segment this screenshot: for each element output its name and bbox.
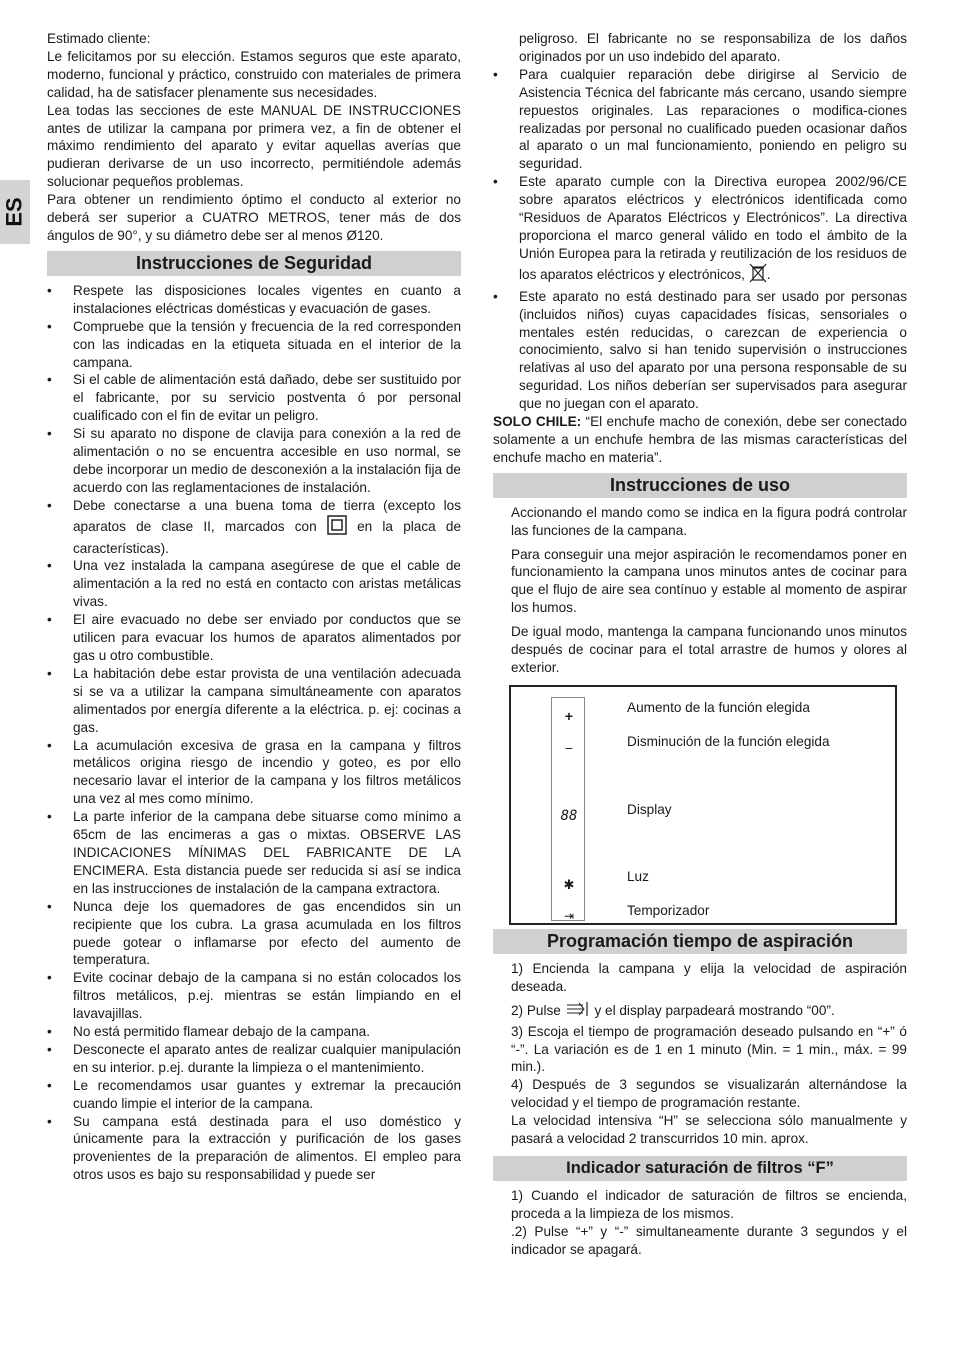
list-item: • Este aparato no está destinado para ser usado por personas (incluidos niños) cuyas capacidades físicas, sensoriales o mentales estén reducidas, o carezcan de experiencia o conocimiento, salvo si han tenido supervisión o instrucciones relativas al uso del aparato por una persona responsable de su seguridad. Los niños deberían ser supervisados para asegurar que no juegan con el aparato. (493, 288, 907, 413)
prog-step-2-start: 2) Pulse (511, 1002, 561, 1018)
chile-text: “El enchufe macho de conexión, debe ser conectado solamente a un enchufe hembra de las mismas características del enchufe macho en materia”. (493, 414, 907, 465)
control-label-increase: Aumento de la función elegida (627, 699, 810, 715)
list-item: • Una vez instalada la campana asegúrese de que el cable de alimentación a la red no está en contacto con aristas metálicas vivas. (47, 557, 461, 611)
list-item: • Para cualquier reparación debe dirigirse al Servicio de Asistencia Técnica del fabricante más cercano, usando siempre repuestos originales. Las reparaciones o modifica-ciones realizadas por personal no cualificado pueden ocasionar daños al aparato o un mal funcionamiento, poniendo en peligro su seguridad. (493, 66, 907, 173)
programming-section-title: Programación tiempo de aspiración (493, 929, 907, 954)
list-item: • Desconecte el aparato antes de realizar cualquier manipulación en su interior. p.ej. durante la limpieza o el mantenimiento. (47, 1041, 461, 1077)
prog-step-4: 4) Después de 3 segundos se visualizarán alternándose la velocidad y el tiempo de programación restante. (511, 1077, 907, 1111)
safety-list (47, 282, 461, 1184)
language-code: ES (1, 197, 27, 227)
right-column (493, 30, 907, 1259)
prog-step-1: 1) Encienda la campana y elija la velocidad de aspiración deseada. (511, 960, 907, 994)
intro-paragraph-2: Lea todas las secciones de este MANUAL DE INSTRUCCIONES antes de utilizar la campana por primera vez, a fin de obtener el máximo rendimiento del aparato y evitar aquellas averías que pudieran derivarse de un uso incorrecto, permitiéndole además solucionar pequeños problemas. (47, 102, 461, 190)
list-item-text: Debe conectarse a una buena toma de tierra (excepto los aparatos de clase II, marcados con (73, 497, 461, 534)
list-item: • Este aparato cumple con la Directiva europea 2002/96/CE sobre aparatos eléctricos y electrónicos identificada como “Residuos de Aparatos Eléctricos y Electrónicos”. La directiva proporciona el marco general válido en todo el ámbito de la Unión Europea para la retirada y reutilización de los residuos de los aparatos eléctricos y electrónicos, . (493, 173, 907, 287)
list-item: • Respete las disposiciones locales vigentes en cuanto a instalaciones eléctricas domésticas y evacuación de gases. (47, 282, 461, 318)
list-item: • La acumulación excesiva de grasa en la campana y filtros metálicos origina riesgo de incendio y goteo, es por ello necesario lavar el interior de la campana y los filtros metálicos una vez al mes como mínimo. (47, 737, 461, 809)
safety-section-title: Instrucciones de Seguridad (47, 251, 461, 276)
list-item: • Le recomendamos usar guantes y extremar la precaución cuando limpie el interior de la campana. (47, 1077, 461, 1113)
use-paragraph-3: De igual modo, mantenga la campana funcionando unos minutos después de cocinar para el total arrastre de humos y olores al exterior. (511, 624, 907, 675)
list-item: • No está permitido flamear debajo de la campana. (47, 1023, 461, 1041)
list-item: • Compruebe que la tensión y frecuencia de la red corresponden con las indicadas en la etiqueta situada en el interior de la campana. (47, 318, 461, 372)
use-paragraph-1: Accionando el mando como se indica en la figura podrá controlar las funciones de la campana. (511, 504, 907, 538)
control-strip (551, 697, 585, 921)
list-item: • Nunca deje los quemadores de gas encendidos sin un recipiente que los cubra. La grasa acumulada en los filtros puede gotear o inflamarse por efecto del aumento de temperatura. (47, 898, 461, 970)
prog-intensive-note: La velocidad intensiva “H” se selecciona sólo manualmente y pasará a velocidad 2 transcurridos 10 min. aprox. (511, 1113, 907, 1147)
chile-note (493, 413, 907, 467)
timer-button-icon (565, 1000, 591, 1023)
continued-text: peligroso. El fabricante no se responsabiliza de los daños originados por un uso indebido del aparato. (519, 31, 907, 64)
list-item: • La parte inferior de la campana debe situarse como mínimo a 65cm de las encimeras a gas o mixtas. OBSERVE LAS INDICACIONES MÍNIMAS DEL FABRICANTE DE LA ENCIMERA. Esta distancia puede ser reducida si así se indica en las instrucciones de instalación de la campana extractora. (47, 808, 461, 898)
class-ii-double-square-icon (327, 515, 347, 540)
display-icon: 88 (560, 807, 578, 824)
prog-step-3: 3) Escoja el tiempo de programación deseado pulsando en “+” ó “-”. La variación es de 1 en 1 minuto (Min. = 1 min., máx. = 99 min.). (511, 1023, 907, 1075)
list-item: • El aire evacuado no debe ser enviado por conductos que se utilicen para evacuar los humos de aparatos alimentados por gas u otro combustible. (47, 611, 461, 665)
list-item-text-tail: en la placa de características). (73, 518, 462, 556)
control-label-timer: Temporizador (627, 902, 710, 918)
light-icon: ✱ (563, 876, 575, 892)
left-column (47, 30, 461, 1184)
list-item: • Su campana está destinada para el uso doméstico y únicamente para la extracción y purificación de los gases provenientes de la preparación de alimentos. El empleo para otros usos es bajo su responsabilidad y puede ser (47, 1113, 461, 1185)
use-paragraph-2: Para conseguir una mejor aspiración le recomendamos poner en funcionamiento la campana unos minutos antes de cocinar para que el flujo de aire sea contínuo y estable al momento de aspirar los humos. (511, 546, 907, 616)
timer-icon: ⇥ (563, 908, 575, 923)
list-item (47, 497, 461, 558)
intro-paragraph-1: Le felicitamos por su elección. Estamos seguros que este aparato, moderno, funcional y práctico, construido con materiales de primera calidad, ha de satisfacer plenamente sus necesidades. (47, 48, 461, 100)
list-item-text: Este aparato cumple con la Directiva europea 2002/96/CE sobre aparatos eléctricos y electrónicos identificada como “Residuos de Aparatos Eléctricos y Electrónicos”. La directiva proporciona el marco general válido en todo el ámbito de la Unión Europea para la retirada y reutilización de los residuos de los aparatos eléctricos y electrónicos, (519, 174, 907, 282)
plus-icon: + (564, 707, 574, 724)
prog-step-2 (493, 1000, 907, 1023)
crossed-bin-weee-icon (749, 263, 767, 288)
list-item: • Si el cable de alimentación está dañado, debe ser sustituido por el fabricante, por su servicio postventa ó por personal cualificado con el fin de evitar un peligro. (47, 371, 461, 425)
control-panel-diagram (509, 685, 897, 925)
minus-icon: − (564, 739, 574, 756)
intro-paragraph-3: Para obtener un rendimiento óptimo el conducto al exterior no deberá ser superior a CUATRO METROS, tener más de dos ángulos de 90°, y su diámetro debe ser al menos Ø120. (47, 192, 461, 243)
filter-step-2: .2) Pulse “+” y “-” simultaneamente durante 3 segundos y el indicador se apagará. (511, 1223, 907, 1257)
prog-step-2-end: y el display parpadeará mostrando “00”. (594, 1002, 835, 1018)
filter-section-title: Indicador saturación de filtros “F” (493, 1156, 907, 1181)
chile-label: SOLO CHILE: (493, 414, 582, 430)
control-label-decrease: Disminución de la función elegida (627, 733, 830, 749)
list-item: • La habitación debe estar provista de una ventilación adecuada si se va a utilizar la campana simultáneamente con aparatos alimentados por energía diferente a la eléctrica. p. ej: cocinas a gas. (47, 665, 461, 737)
list-item: • Si su aparato no dispone de clavija para conexión a la red de alimentación o no se encuentra accesible en uso normal, se debe incorporar un medio de desconexión a la instalación fija de acuerdo con las reglamentaciones de instalación. (47, 425, 461, 497)
language-tab (0, 180, 30, 244)
filter-step-1: 1) Cuando el indicador de saturación de filtros se encienda, proceda a la limpieza de los mismos. (511, 1187, 907, 1221)
control-label-display: Display (627, 801, 672, 817)
greeting: Estimado cliente: (47, 31, 151, 46)
safety-list-continued (493, 66, 907, 413)
use-section-title: Instrucciones de uso (493, 473, 907, 498)
control-label-light: Luz (627, 868, 649, 884)
list-item: • Evite cocinar debajo de la campana si no están colocados los filtros metálicos, p.ej. mientras se están limpiando en el lavavajillas. (47, 969, 461, 1023)
